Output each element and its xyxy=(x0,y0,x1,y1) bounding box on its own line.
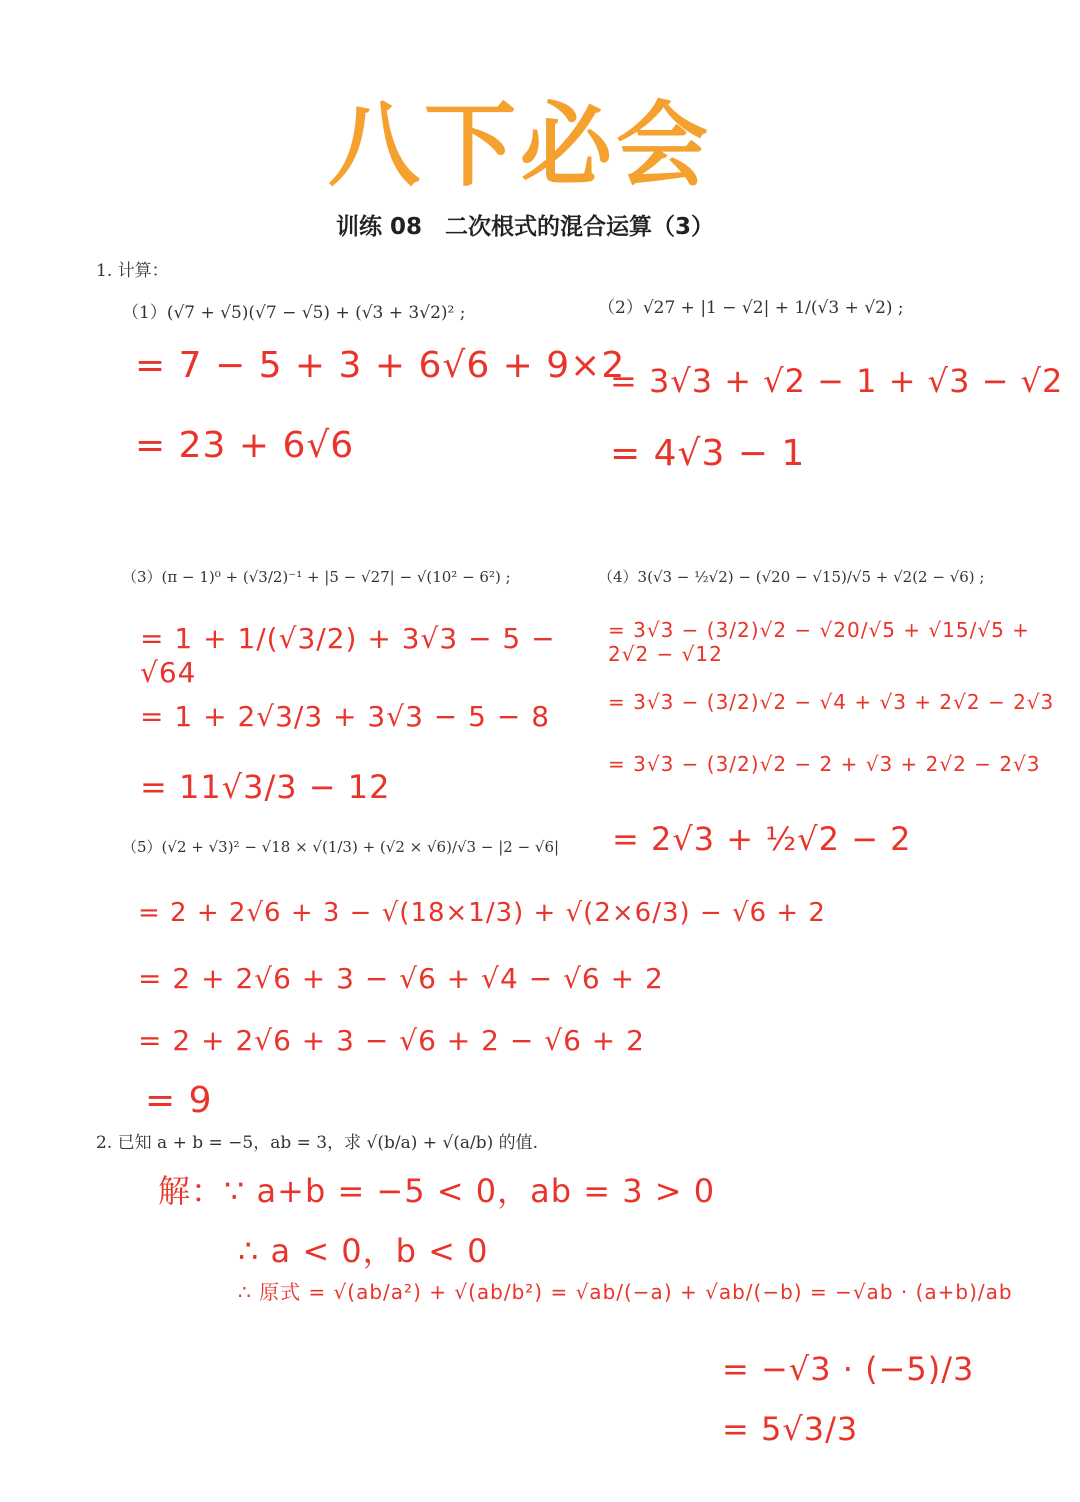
q2-solution-step: 解：∵ a+b = −5 < 0，ab = 3 > 0 xyxy=(158,1172,716,1210)
q1-part5-step: = 2 + 2√6 + 3 − √(18×1/3) + √(2×6/3) − √6 + 2 xyxy=(138,898,826,928)
q1-part2-prompt: （2）√27 + |1 − √2| + 1/(√3 + √2) ; xyxy=(598,298,904,318)
q1-part1-step: = 7 − 5 + 3 + 6√6 + 9×2 xyxy=(135,345,626,386)
q2-solution-step: = 5√3/3 xyxy=(722,1410,859,1448)
q1-part3-prompt: （3）(π − 1)⁰ + (√3/2)⁻¹ + |5 − √27| − √(10² − 6²) ; xyxy=(122,568,511,586)
q1-part2-step: = 3√3 + √2 − 1 + √3 − √2 xyxy=(610,362,1064,400)
q1-part4-step: = 3√3 − (3/2)√2 − √4 + √3 + 2√2 − 2√3 xyxy=(608,690,1055,714)
q1-part4-prompt: （4）3(√3 − ½√2) − (√20 − √15)/√5 + √2(2 − √6) ; xyxy=(598,568,985,586)
q1-part4-step: = 3√3 − (3/2)√2 − 2 + √3 + 2√2 − 2√3 xyxy=(608,752,1041,776)
q2-solution-step: = −√3 · (−5)/3 xyxy=(722,1350,975,1388)
q1-part3-step: = 11√3/3 − 12 xyxy=(140,768,391,806)
q1-part3-step: = 1 + 2√3/3 + 3√3 − 5 − 8 xyxy=(140,700,551,733)
q1-part3-step: = 1 + 1/(√3/2) + 3√3 − 5 − √64 xyxy=(140,622,556,689)
q1-part2-step: = 4√3 − 1 xyxy=(610,433,806,474)
question-1-label: 1. 计算： xyxy=(96,261,169,281)
q1-part5-step: = 9 xyxy=(145,1080,213,1121)
banner-title: 八下必会 xyxy=(327,92,712,199)
q1-part5-step: = 2 + 2√6 + 3 − √6 + √4 − √6 + 2 xyxy=(138,962,664,995)
q1-part5-prompt: （5）(√2 + √3)² − √18 × √(1/3) + (√2 × √6)/√3 − |2 − √6| xyxy=(122,838,560,856)
q2-solution-step: ∴ 原式 = √(ab/a²) + √(ab/b²) = √ab/(−a) + √ab/(−b) = −√ab · (a+b)/ab xyxy=(238,1280,1013,1304)
worksheet-subtitle: 训练 08 二次根式的混合运算（3） xyxy=(335,214,715,240)
q1-part1-step: = 23 + 6√6 xyxy=(135,425,355,466)
q1-part4-step: = 3√3 − (3/2)√2 − √20/√5 + √15/√5 + 2√2 − √12 xyxy=(608,618,1030,666)
question-2-prompt: 2. 已知 a + b = −5，ab = 3，求 √(b/a) + √(a/b) 的值. xyxy=(96,1133,539,1153)
q1-part5-step: = 2 + 2√6 + 3 − √6 + 2 − √6 + 2 xyxy=(138,1024,645,1057)
q1-part4-step: = 2√3 + ½√2 − 2 xyxy=(612,820,912,858)
q2-solution-step: ∴ a < 0，b < 0 xyxy=(238,1232,489,1270)
q1-part1-prompt: （1）(√7 + √5)(√7 − √5) + (√3 + 3√2)² ; xyxy=(122,303,466,323)
